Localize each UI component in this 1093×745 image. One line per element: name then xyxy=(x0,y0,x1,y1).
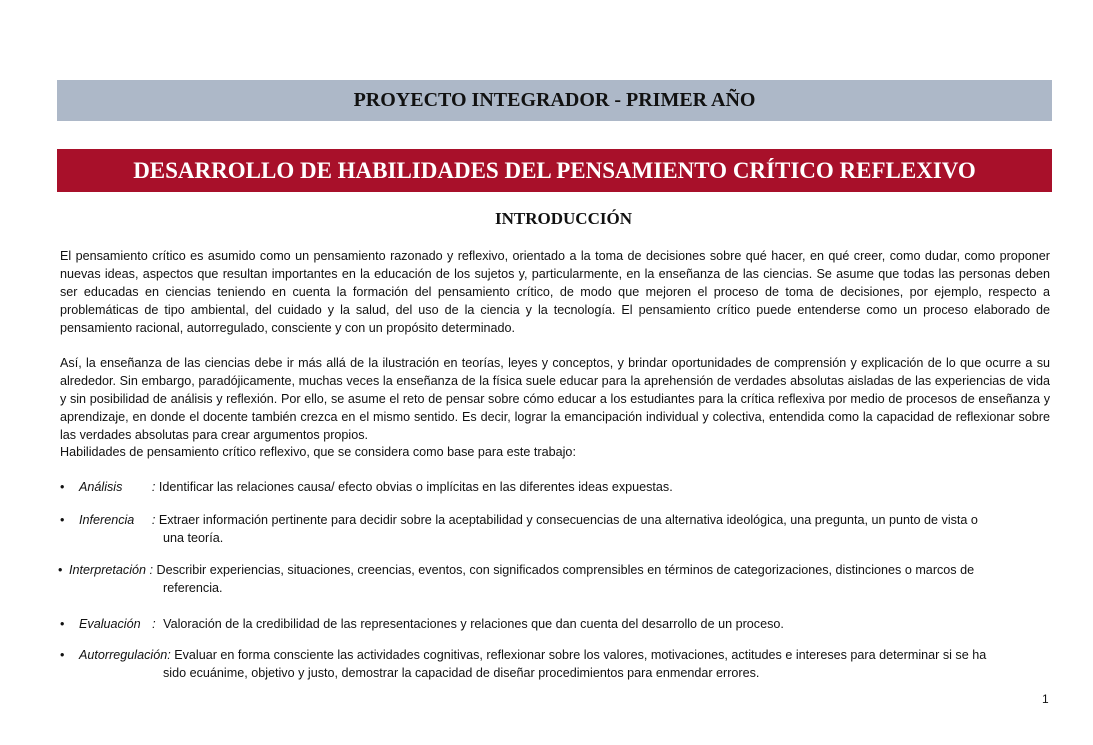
intro-paragraph-1: El pensamiento crítico es asumido como un pensamiento razonado y reflexivo, orientado a la toma de decisiones sobre qué hacer, en qué creer, como dudar, como proponer nuevas ideas, aspectos que resultan importantes en la educación de los sujetos y, particularmente, en la enseñanza de las ciencias. Se asume que todas las personas deben ser educadas en ciencias teniendo en cuenta la formación del pensamiento crítico, de modo que mejoren el proceso de toma de decisiones, por ejemplo, respecto a problemáticas de tipo ambiental, del cuidado y la salud, del uso de la ciencia y la tecnología. El pensamiento crítico puede entenderse como un proceso elaborado de pensamiento racional, autorregulado, consciente y con un propósito determinado. xyxy=(60,249,1050,335)
skill-description: Extraer información pertinente para decidir sobre la aceptabilidad y consecuencias de una alternativa ideológica, una pregunta, un punto de vista o xyxy=(158,513,978,527)
bullet-icon: • xyxy=(60,617,65,631)
skill-description: Evaluar en forma consciente las actividades cognitivas, reflexionar sobre los valores, motivaciones, actitudes e intereses para determinar si se ha xyxy=(174,648,987,662)
skill-separator: : xyxy=(149,563,154,577)
skill-description-cont: sido ecuánime, objetivo y justo, demostrar la capacidad de diseñar procedimientos para enmendar errores. xyxy=(163,666,760,680)
skill-term: Autorregulación: xyxy=(79,648,171,662)
skill-description-cont: referencia. xyxy=(163,581,223,595)
bullet-icon: • xyxy=(60,480,65,494)
skill-separator: : xyxy=(151,513,156,527)
skill-term: Inferencia xyxy=(79,513,135,527)
page-number: 1 xyxy=(1042,692,1049,706)
intro-paragraph-3: Habilidades de pensamiento crítico reflexivo, que se considera como base para este trabajo: xyxy=(60,445,576,459)
skill-description-cont: una teoría. xyxy=(163,531,224,545)
skill-description: Identificar las relaciones causa/ efecto obvias o implícitas en las diferentes ideas expuestas. xyxy=(158,480,673,494)
project-title-banner xyxy=(57,80,1052,121)
skill-term: Análisis xyxy=(79,480,123,494)
intro-paragraph-2: Así, la enseñanza de las ciencias debe ir más allá de la ilustración en teorías, leyes y conceptos, y brindar oportunidades de comprensión y explicación de lo que ocurre a su alrededor. Sin embargo, paradójicamente, muchas veces la enseñanza de la física suele educar para la aprehensión de verdades absolutas aisladas de las experiencias de vida y sin posibilidad de análisis y reflexión. Por ello, se asume el reto de pensar sobre cómo educar a los estudiantes para la crítica reflexiva por medio de procesos de enseñanza y aprendizaje, en donde el docente también crezca en el mismo sentido. Es decir, lograr la emancipación individual y colectiva, entendida como la capacidad de reflexionar sobre las verdades absolutas para crear argumentos propios. xyxy=(60,356,1050,442)
skill-separator: : xyxy=(152,617,156,631)
bullet-icon: • xyxy=(60,513,65,527)
intro-heading: INTRODUCCIÓN xyxy=(495,209,632,228)
bullet-icon: • xyxy=(58,563,63,577)
skill-separator: : xyxy=(151,480,156,494)
project-title: PROYECTO INTEGRADOR - PRIMER AÑO xyxy=(353,89,756,111)
main-title-banner xyxy=(57,149,1052,192)
main-title: DESARROLLO DE HABILIDADES DEL PENSAMIENTO CRÍTICO REFLEXIVO xyxy=(133,157,976,183)
skill-term: Evaluación xyxy=(79,617,141,631)
skill-term: Interpretación xyxy=(69,563,147,577)
skill-description: Valoración de la credibilidad de las representaciones y relaciones que dan cuenta del desarrollo de un proceso. xyxy=(163,617,784,631)
bullet-icon: • xyxy=(60,648,65,662)
skill-description: Describir experiencias, situaciones, creencias, eventos, con significados comprensibles en términos de categorizaciones, distinciones o marcos de xyxy=(156,563,975,577)
